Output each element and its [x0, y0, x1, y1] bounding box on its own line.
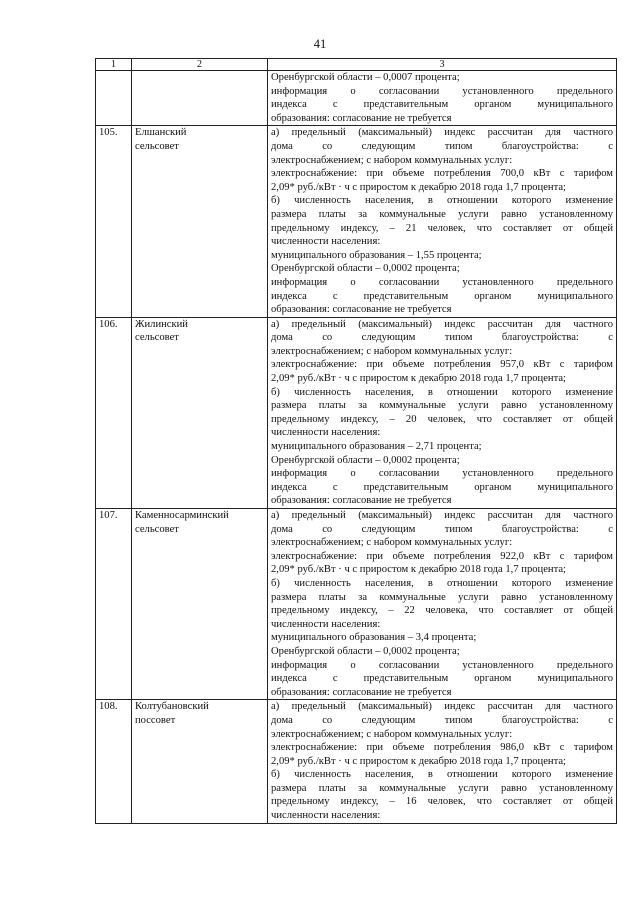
description-line: дома со следующим типом благоустройства: с	[271, 332, 613, 344]
municipality-name-line: Жилинский	[135, 318, 188, 330]
municipality-name-line: сельсовет	[135, 523, 179, 535]
description-line: муниципального образования – 2,71 процента;	[271, 441, 482, 453]
description-line: информация о согласовании установленного предельного	[271, 468, 613, 480]
description-line: образования: согласование не требуется	[271, 112, 452, 124]
description-line: дома со следующим типом благоустройства: с	[271, 523, 613, 535]
description-line: муниципального образования – 3,4 процента;	[271, 632, 477, 644]
description-line: дома со следующим типом благоустройства: с	[271, 714, 613, 726]
description-line: размера платы за коммунальные услуги равно установленному	[271, 208, 613, 220]
description-line: численности населения:	[271, 618, 381, 630]
description-line: электроснабжение: при объеме потребления 700,0 кВт с тарифом	[271, 168, 613, 180]
description-line: муниципального образования – 1,55 процента;	[271, 249, 482, 261]
municipality-name	[132, 317, 268, 508]
description-line: Оренбургской области – 0,0002 процента;	[271, 645, 460, 657]
row-number: 105.	[96, 126, 132, 317]
description-line: Оренбургской области – 0,0007 процента;	[271, 72, 460, 83]
page-number: 41	[313, 37, 327, 51]
description-line: предельному индексу, – 20 человек, что составляет от общей	[271, 413, 613, 425]
municipality-name-line: Колтубановский	[135, 701, 209, 713]
description-line: б) численность населения, в отношении которого изменение	[271, 577, 613, 589]
description-line: а) предельный (максимальный) индекс рассчитан для частного	[271, 318, 613, 330]
header-cell-2: 2	[132, 59, 268, 71]
description-line: предельному индексу, – 16 человек, что составляет от общей	[271, 796, 613, 808]
table-row	[96, 317, 617, 508]
index-description	[268, 700, 617, 823]
header-cell-1: 1	[96, 59, 132, 71]
indices-table	[95, 58, 617, 824]
municipality-name	[132, 700, 268, 823]
description-line: численности населения:	[271, 427, 381, 439]
description-line: 2,09* руб./кВт · ч с приростом к декабрю 2018 года 1,7 процента;	[271, 181, 566, 193]
municipality-name-line: сельсовет	[135, 140, 179, 152]
description-line: индекса с представительным органом муниципального	[271, 290, 613, 302]
row-number: 107.	[96, 509, 132, 700]
municipality-name-line: Елшанский	[135, 127, 187, 139]
description-line: 2,09* руб./кВт · ч с приростом к декабрю 2018 года 1,7 процента;	[271, 755, 566, 767]
description-line: электроснабжением; с набором коммунальных услуг:	[271, 537, 513, 549]
description-line: предельному индексу, – 22 человека, что составляет от общей	[271, 605, 613, 617]
description-line: 2,09* руб./кВт · ч с приростом к декабрю 2018 года 1,7 процента;	[271, 564, 566, 576]
description-line: а) предельный (максимальный) индекс рассчитан для частного	[271, 701, 613, 713]
description-line: электроснабжением; с набором коммунальных услуг:	[271, 154, 513, 166]
description-line: предельному индексу, – 21 человек, что составляет от общей	[271, 222, 613, 234]
description-line: дома со следующим типом благоустройства: с	[271, 140, 613, 152]
table-row	[96, 126, 617, 317]
row-number: 108.	[96, 700, 132, 823]
description-line: Оренбургской области – 0,0002 процента;	[271, 263, 460, 275]
description-line: численности населения:	[271, 810, 381, 822]
description-line: электроснабжением; с набором коммунальных услуг:	[271, 728, 513, 740]
municipality-name-line: поссовет	[135, 714, 176, 726]
table-row	[96, 509, 617, 700]
header-cell-3: 3	[268, 59, 617, 71]
description-line: образования: согласование не требуется	[271, 304, 452, 316]
row-number: 106.	[96, 317, 132, 508]
table-row	[96, 71, 617, 126]
description-line: информация о согласовании установленного предельного	[271, 85, 613, 97]
description-line: б) численность населения, в отношении которого изменение	[271, 195, 613, 207]
description-line: электроснабжение: при объеме потребления 986,0 кВт с тарифом	[271, 742, 613, 754]
description-line: б) численность населения, в отношении которого изменение	[271, 386, 613, 398]
description-line: 2,09* руб./кВт · ч с приростом к декабрю 2018 года 1,7 процента;	[271, 373, 566, 385]
description-line: а) предельный (максимальный) индекс рассчитан для частного	[271, 510, 613, 521]
description-line: электроснабжение: при объеме потребления 922,0 кВт с тарифом	[271, 550, 613, 562]
description-line: образования: согласование не требуется	[271, 686, 452, 698]
municipality-name	[132, 509, 268, 700]
description-line: Оренбургской области – 0,0002 процента;	[271, 454, 460, 466]
description-line: индекса с представительным органом муниципального	[271, 99, 613, 111]
index-description	[268, 71, 617, 126]
description-line: а) предельный (максимальный) индекс рассчитан для частного	[271, 127, 613, 139]
description-line: образования: согласование не требуется	[271, 495, 452, 507]
municipality-name-line: Каменносарминский	[135, 510, 229, 521]
row-number	[96, 71, 132, 126]
description-line: численности населения:	[271, 236, 381, 248]
table-header-row	[96, 59, 617, 71]
description-line: электроснабжением; с набором коммунальных услуг:	[271, 345, 513, 357]
municipality-name	[132, 126, 268, 317]
description-line: индекса с представительным органом муниципального	[271, 673, 613, 685]
municipality-name	[132, 71, 268, 126]
description-line: электроснабжение: при объеме потребления 957,0 кВт с тарифом	[271, 359, 613, 371]
description-line: размера платы за коммунальные услуги равно установленному	[271, 591, 613, 603]
description-line: размера платы за коммунальные услуги равно установленному	[271, 782, 613, 794]
municipality-name-line: сельсовет	[135, 332, 179, 344]
index-description	[268, 126, 617, 317]
table-row	[96, 700, 617, 823]
index-description	[268, 317, 617, 508]
description-line: б) численность населения, в отношении которого изменение	[271, 769, 613, 781]
index-description	[268, 509, 617, 700]
description-line: размера платы за коммунальные услуги равно установленному	[271, 400, 613, 412]
description-line: информация о согласовании установленного предельного	[271, 276, 613, 288]
description-line: индекса с представительным органом муниципального	[271, 481, 613, 493]
description-line: информация о согласовании установленного предельного	[271, 659, 613, 671]
